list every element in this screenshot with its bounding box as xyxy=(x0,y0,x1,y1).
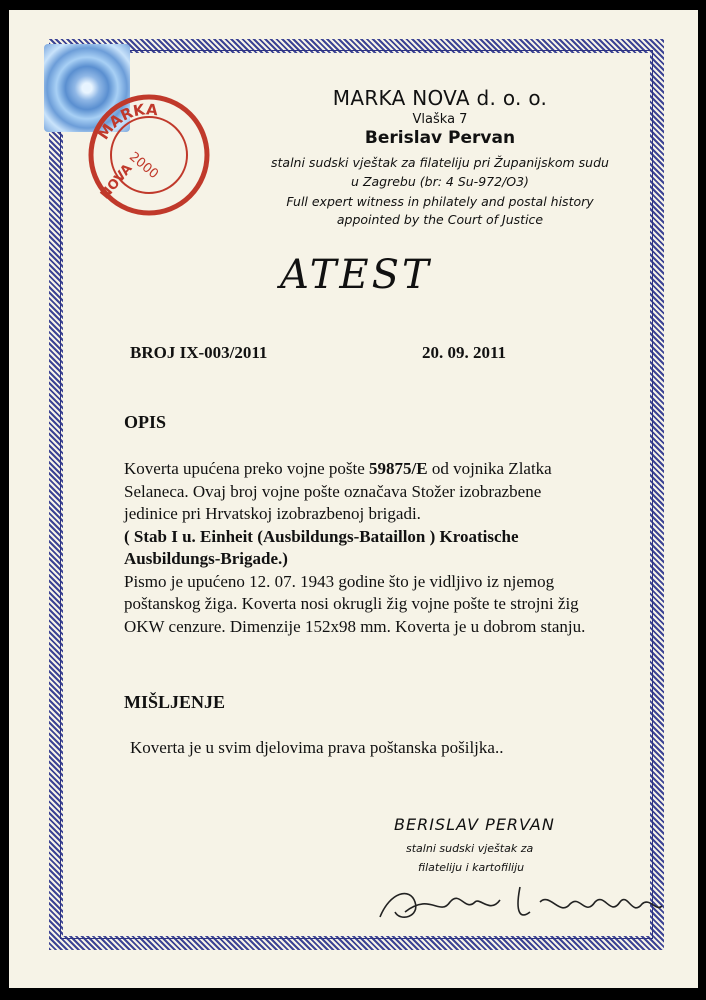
signature-stamp-line-1: stalni sudski vještak za xyxy=(406,842,534,855)
opis-text-3: Pismo je upućeno 12. 07. 1943 godine što je vidljivo iz njemog poštanskog žiga. Koverta nosi okrugli žig vojne pošte te strojni žig OKW cenzure. Dimenzije 152x98 mm. Koverta je u dobrom stanju. xyxy=(124,571,586,636)
marka-nova-seal-icon xyxy=(84,90,214,220)
opis-heading: OPIS xyxy=(124,412,167,432)
opis-text-1: Koverta upućena preko vojne pošte xyxy=(124,459,369,478)
field-post-number: 59875/E xyxy=(369,459,428,478)
handwritten-signature xyxy=(370,872,670,932)
svg-text:MARKA: MARKA xyxy=(94,100,159,143)
reference-number: BROJ IX-003/2011 xyxy=(130,343,268,362)
header-line-2: u Zagrebu (br: 4 Su-972/O3) xyxy=(351,174,529,189)
reference-date: 20. 09. 2011 xyxy=(422,343,507,362)
document-title: ATEST xyxy=(280,252,432,298)
signature-stamp-line-2: filateliju i kartofiliju xyxy=(418,861,525,874)
svg-text:NOVA: NOVA xyxy=(97,161,136,203)
misljenje-heading: MIŠLJENJE xyxy=(124,692,226,712)
header-line-3: Full expert witness in philately and postal history xyxy=(286,194,594,209)
opis-body xyxy=(124,458,594,638)
company-address: Vlaška 7 xyxy=(412,112,468,127)
header-line-4: appointed by the Court of Justice xyxy=(336,212,544,227)
opis-text-2: od vojnika Zlatka Selaneca. Ovaj broj vojne pošte označava Stožer izobrazbene jedinice pri Hrvatskoj izobrazbenoj brigadi. xyxy=(124,459,552,523)
expert-name: Berislav Pervan xyxy=(364,128,516,148)
signature-stamp-name: BERISLAV PERVAN xyxy=(394,815,555,834)
header-line-1: stalni sudski vještak za filateliju pri Županijskom sudu xyxy=(271,155,609,170)
svg-text:2000: 2000 xyxy=(126,149,162,183)
company-name: MARKA NOVA d. o. o. xyxy=(332,86,548,110)
misljenje-text: Koverta je u svim djelovima prava poštanska pošiljka.. xyxy=(130,738,504,757)
unit-name: ( Stab I u. Einheit (Ausbildungs-Bataillon ) Kroatische Ausbildungs-Brigade.) xyxy=(124,526,519,568)
